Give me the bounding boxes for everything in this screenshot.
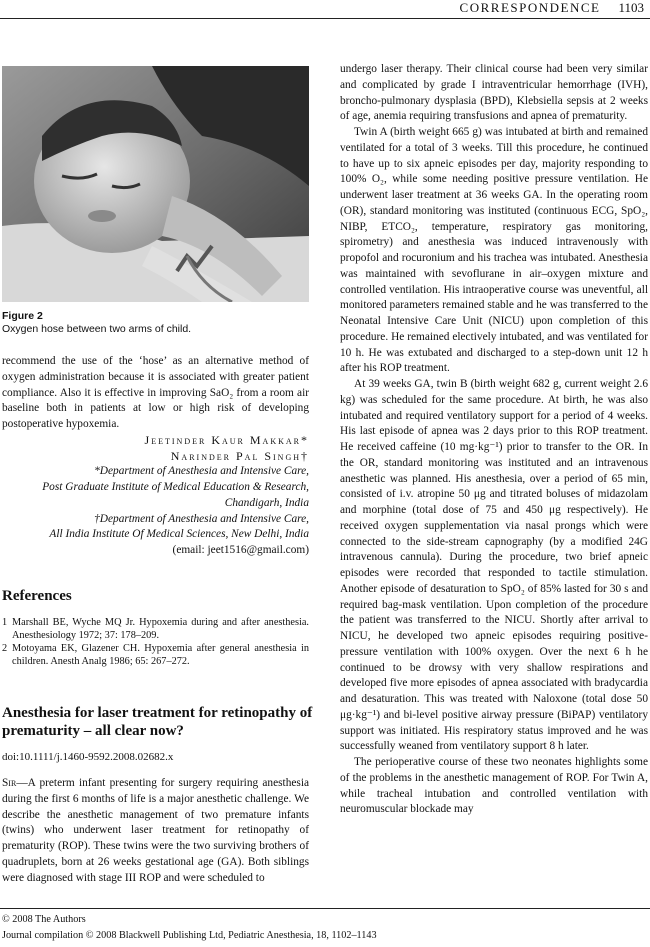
body-paragraph-2: Twin A (birth weight 665 g) was intubated at birth and remained ventilated for a total of 3 weeks. Till this procedure, he continued to have up to six apneic episodes per day, majority responding to 100% O₂, while some needing positive pressure ventilation. He underwent laser treatment at 36 weeks GA. In the operating room (OR), standard monitoring was instituted (continuous ECG, SpO₂, NIBP, ETCO₂, temperature, respiratory gas monitoring, spirometry) and anesthesia was induced intravenously with propofol and rocuronium and his trachea was intubated. Anesthesia was maintained with sevoflurane in air–oxygen mixture and controlled ventilation. His intraoperative course was uneventful, all monitored parameters remained stable and he was transferred to the Neonatal Intensive Care Unit (NICU) upon completion of this procedure. He remained electively intubated, and was ventilated for 10 h. He was extubated and discharged to a step-down unit 12 h after his ROP treatment.	[340, 126, 648, 375]
body-paragraph-1: undergo laser therapy. Their clinical course had been very similar and complicated by grade I intraventricular hemorrhage (IVH), broncho-pulmonary dysplasia (BPD), Klebsiella sepsis at 2 weeks of age, anemia requiring transfusions and apnea of prematurity.	[340, 63, 648, 123]
left-column-letter	[2, 354, 309, 559]
references-list	[2, 616, 309, 668]
body-paragraph-3: At 39 weeks GA, twin B (birth weight 682 g, current weight 2.6 kg) was scheduled for the same procedure. At birth, he was also intubated and required ventilatory support for a period of 4 weeks. His last episode of apnea was 2 days prior to this ROP treatment. He received caffeine (10 mg·kg⁻¹) prior to transfer to the OR. In the OR, standard monitoring was instituted and an intravenous anesthetic was planned. His anesthesia, over a period of 65 min, consisted of i.v. atropine 50 μg and titrated boluses of midazolam and morphine (total dose of 75 and 450 μg respectively). He received oxygen supplementation via nasal prongs which were connected to the side-stream capnography (by a modified 24G intravenous cannula). During the procedure, two brief apneic episodes were recorded that responded to tactile stimulation. Another episode of desaturation to SpO₂ of 85% lasted for 30 s and required bag-mask ventilation. Upon completion of the procedure the patient was transferred to the NICU. Shortly after arrival to NICU, he developed two apneic episodes requiring positive-pressure ventilation with 100% oxygen. Over the next 6 h he continued to be drowsy with very shallow respirations and developed five more episodes of apnea associated with bradycardia and desaturation. This was treated with Naloxone (total dose 50 μg·kg⁻¹) and bi-level positive airway pressure (BiPAP) ventilatory support was initiated. His respiratory status improved and he was successfully weaned from ventilatory support 8 h later.	[340, 378, 648, 753]
article-title: Anesthesia for laser treatment for retinopathy of prematurity – all clear now?	[2, 705, 313, 739]
figure-caption: Oxygen hose between two arms of child.	[2, 323, 192, 335]
footer-journal: Journal compilation © 2008 Blackwell Publishing Ltd, Pediatric Anesthesia, 18, 1102–1143	[2, 930, 377, 941]
page-number: 1103	[618, 0, 644, 15]
right-column	[340, 62, 648, 818]
footer-rule	[0, 908, 650, 909]
reference-text: Motoyama EK, Glazener CH. Hypoxemia after general anesthesia in children. Anesth Analg 1986; 65: 267–272.	[12, 643, 309, 667]
letter-paragraph: recommend the use of the ‘hose’ as an alternative method of oxygen administration because it is associated with greater patient compliance. Also it is effective in improving SaO₂ from a room air baseline both in patients at low or high risk of developing postoperative hypoxemia.	[2, 355, 309, 430]
article-intro	[2, 776, 309, 886]
affiliation-1-line-3: Chandigarh, India	[224, 496, 309, 509]
affiliation-2-line-2: All India Institute Of Medical Sciences, New Delhi, India	[49, 528, 309, 541]
author-signature-2	[2, 449, 309, 465]
affiliation-1-line-1: *Department of Anesthesia and Intensive Care,	[94, 465, 309, 478]
figure-label: Figure 2	[2, 310, 43, 322]
reference-number: 1	[2, 617, 8, 628]
reference-text: Marshall BE, Wyche MQ Jr. Hypoxemia during and after anesthesia. Anesthesiology 1972; 37: 178–209.	[12, 617, 309, 641]
photo-child-oxygen-hose-icon	[2, 66, 309, 302]
footer-copyright: © 2008 The Authors	[2, 914, 86, 925]
author-email: (email: jeet1516@gmail.com)	[172, 544, 309, 556]
reference-item	[2, 642, 309, 668]
running-header	[460, 0, 644, 16]
section-title: CORRESPONDENCE	[459, 0, 601, 15]
header-rule	[0, 18, 650, 19]
reference-number: 2	[2, 643, 8, 654]
author-signature-1	[2, 433, 309, 449]
salutation: Sir	[2, 777, 17, 789]
article-intro-paragraph	[2, 776, 309, 886]
affiliation-2-line-1: †Department of Anesthesia and Intensive Care,	[94, 512, 309, 525]
article-doi: doi:10.1111/j.1460-9592.2008.02682.x	[2, 751, 174, 763]
author-name-2: Narinder Pal Singh†	[170, 448, 309, 463]
body-paragraph-4: The perioperative course of these two neonates highlights some of the problems in the anesthetic management of ROP. For Twin A, while tracheal intubation and controlled ventilation with neuromuscular blockade may	[340, 756, 648, 816]
reference-item	[2, 616, 309, 642]
affiliation-1-line-2: Post Graduate Institute of Medical Education & Research,	[42, 481, 309, 493]
references-heading: References	[2, 588, 72, 604]
intro-text: —A preterm infant presenting for surgery requiring anesthesia during the first 6 months of life is a major anesthetic challenge. We describe the anesthetic management of two premature infants (twins) who underwent laser treatment for retinopathy of prematurity (ROP). These twins were the two surviving brothers of quadruplets, born at 26 weeks gestational age (GA). Both siblings were diagnosed with stage III ROP and were scheduled to	[2, 777, 309, 884]
author-name-1: Jeetinder Kaur Makkar*	[144, 432, 309, 447]
figure-photo	[2, 66, 309, 302]
